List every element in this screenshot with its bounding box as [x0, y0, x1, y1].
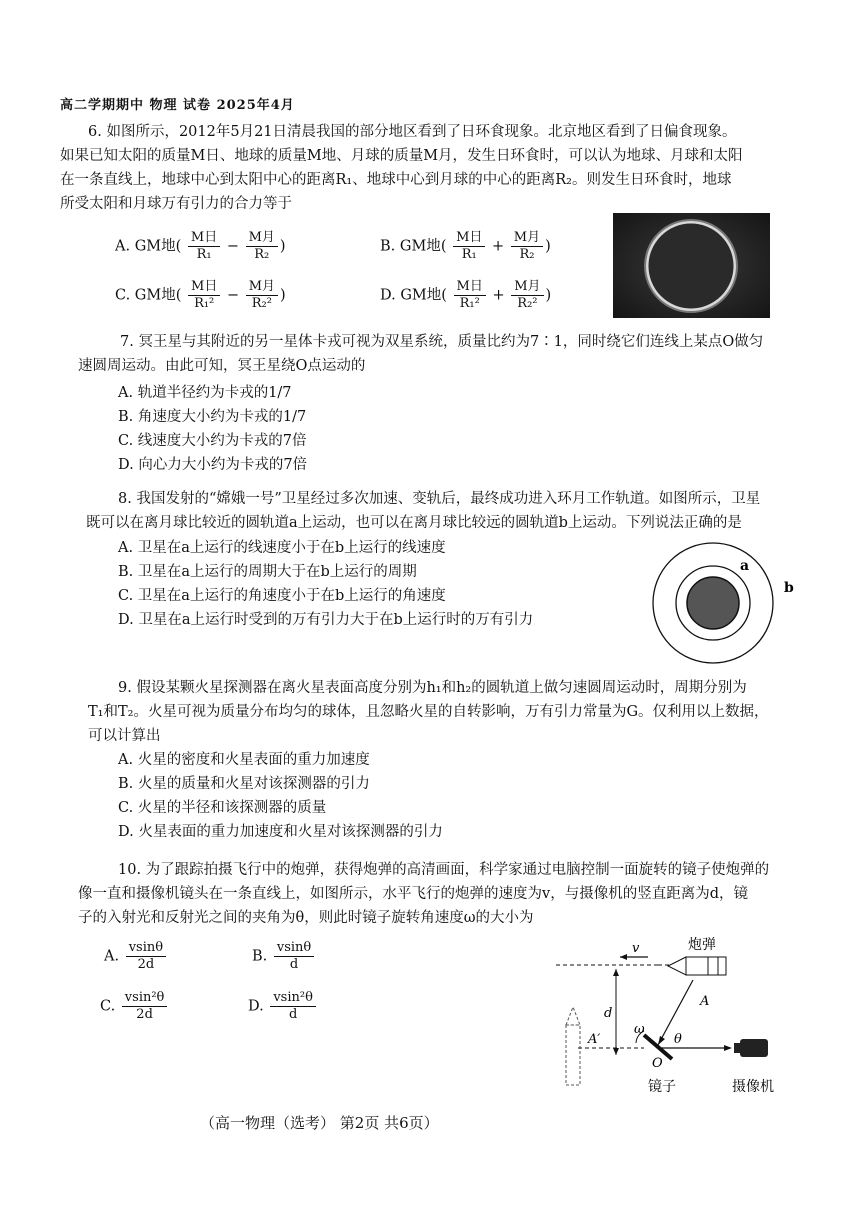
q7-option-b: B. 角速度大小约为卡戎的1/7 — [118, 409, 307, 425]
q6-option-d: D. GM地( $\frac{\text{M日}}{\text{R₁²}}$ + $\frac{\text{M月}}{\text{R₂²}}$ ) — [380, 279, 552, 311]
q6-stem-2: 如果已知太阳的质量M日、地球的质量M地、月球的质量M月，发生日环食时，可以认为地球、月球和太阳 — [60, 148, 743, 164]
q7-option-a: A. 轨道半径约为卡戎的1/7 — [118, 385, 292, 401]
q6-option-a: A. GM地( $\frac{\text{M日}}{\text{R₁}}$ − $\frac{\text{M月}}{\text{R₂}}$ ) — [115, 230, 286, 262]
q9-stem-1: 9. 假设某颗火星探测器在离火星表面高度分别为h₁和h₂的圆轨道上做匀速圆周运动时，周期分别为 — [118, 680, 747, 696]
q6-option-c: C. GM地( $\frac{\text{M日}}{\text{R₁²}}$ − $\frac{\text{M月}}{\text{R₂²}}$ ) — [115, 279, 286, 311]
q9-option-a: A. 火星的密度和火星表面的重力加速度 — [118, 752, 370, 768]
q6-option-b: B. GM地( $\frac{\text{M日}}{\text{R₁}}$ + $\frac{\text{M月}}{\text{R₂}}$ ) — [380, 230, 551, 262]
q8-stem-1: 8. 我国发射的“嫦娥一号”卫星经过多次加速、变轨后，最终成功进入环月工作轨道。如图所示，卫星 — [118, 491, 761, 507]
moon — [687, 577, 739, 629]
q8-stem-2: 既可以在离月球比较近的圆轨道a上运动，也可以在离月球比较远的圆轨道b上运动。下列说法正确的是 — [86, 515, 742, 531]
q6-stem-1: 6. 如图所示，2012年5月21日清晨我国的部分地区看到了日环食现象。北京地区看到了日偏食现象。 — [88, 124, 737, 140]
shell-label: 炮弹 — [688, 937, 716, 953]
q10-option-c: C. $\frac{\text{vsin²θ}}{2d}$ — [100, 990, 169, 1023]
q7-option-d: D. 向心力大小约为卡戎的7倍 — [118, 457, 308, 473]
q6-stem-4: 所受太阳和月球万有引力的合力等于 — [60, 196, 292, 212]
q9-option-b: B. 火星的质量和火星对该探测器的引力 — [118, 776, 370, 792]
q10-option-d: D. $\frac{\text{vsin²θ}}{d}$ — [248, 990, 318, 1023]
orbit-a-label: a — [740, 558, 750, 574]
distance-label: d — [604, 1006, 613, 1021]
point-a-prime-label: A′ — [588, 1032, 601, 1047]
q9-option-d: D. 火星表面的重力加速度和火星对该探测器的引力 — [118, 824, 443, 840]
q7-stem-2: 速圆周运动。由此可知，冥王星绕O点运动的 — [78, 358, 366, 374]
annular-eclipse-photo — [613, 213, 770, 318]
q8-option-a: A. 卫星在a上运行的线速度小于在b上运行的线速度 — [118, 540, 446, 556]
q8-option-c: C. 卫星在a上运行的角速度小于在b上运行的角速度 — [118, 588, 446, 604]
page-footer: （高一物理（选考） 第2页 共6页） — [200, 1114, 439, 1132]
orbit-diagram — [650, 540, 810, 670]
q8-option-d: D. 卫星在a上运行时受到的万有引力大于在b上运行时的万有引力 — [118, 612, 534, 628]
camera-label: 摄像机 — [732, 1079, 774, 1095]
theta-label: θ — [674, 1032, 682, 1047]
camera-icon — [734, 1039, 768, 1057]
q10-stem-3: 子的入射光和反射光之间的夹角为θ，则此时镜子旋转角速度ω的大小为 — [78, 910, 534, 926]
shell-camera-diagram — [548, 935, 788, 1105]
shell-icon — [668, 957, 726, 975]
q7-stem-1: 7. 冥王星与其附近的另一星体卡戎可视为双星系统，质量比约为7∶1，同时绕它们连线上某点O做匀 — [120, 334, 764, 350]
q9-stem-2: T₁和T₂。火星可视为质量分布均匀的球体，且忽略火星的自转影响，万有引力常量为G。仅利用以上数据， — [88, 704, 769, 720]
point-o-label: O — [652, 1056, 663, 1071]
omega-label: ω — [634, 1022, 645, 1037]
q9-stem-3: 可以计算出 — [88, 728, 161, 744]
orbit-b-label: b — [784, 580, 794, 596]
q10-stem-1: 10. 为了跟踪拍摄飞行中的炮弹，获得炮弹的高清画面，科学家通过电脑控制一面旋转的镜子使炮弹的 — [118, 862, 770, 878]
q8-option-b: B. 卫星在a上运行的周期大于在b上运行的周期 — [118, 564, 417, 580]
shell-image-icon — [566, 1007, 580, 1085]
velocity-label: v — [632, 941, 640, 956]
q10-option-a: A. $\frac{vsin\theta}{2d}$ — [104, 940, 168, 973]
q7-option-c: C. 线速度大小约为卡戎的7倍 — [118, 433, 307, 449]
mirror-label: 镜子 — [648, 1079, 676, 1095]
q10-option-b: B. $\frac{vsin\theta}{d}$ — [252, 940, 316, 973]
q6-stem-3: 在一条直线上，地球中心到太阳中心的距离R₁、地球中心到月球的中心的距离R₂。则发生日环食时，地球 — [60, 172, 732, 188]
q9-option-c: C. 火星的半径和该探测器的质量 — [118, 800, 327, 816]
point-a-label: A — [700, 994, 710, 1009]
q10-stem-2: 像一直和摄像机镜头在一条直线上，如图所示，水平飞行的炮弹的速度为v，与摄像机的竖直距离为d，镜 — [78, 886, 748, 902]
page-header: 高二学期期中 物理 试卷 2025年4月 — [60, 98, 295, 113]
